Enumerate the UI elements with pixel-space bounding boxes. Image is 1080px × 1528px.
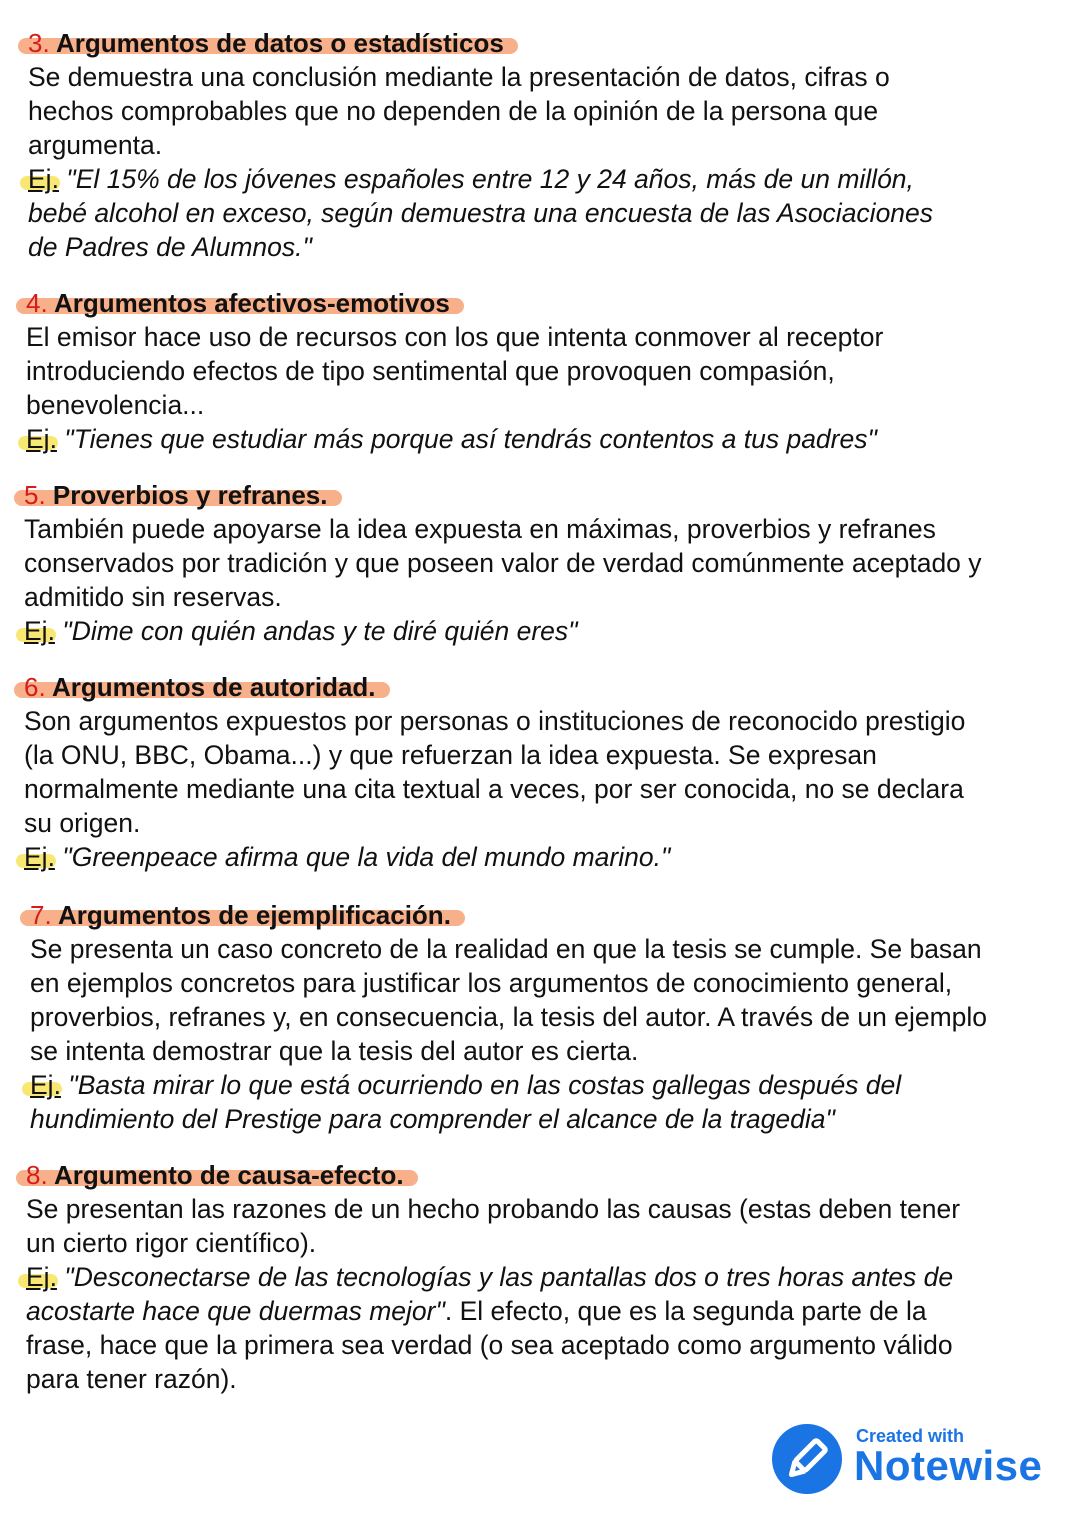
section-6-title [20, 670, 390, 704]
section-heading: Argumentos afectivos-emotivos [47, 288, 450, 318]
section-body-line: También puede apoyarse la idea expuesta en máximas, proverbios y refranes [24, 514, 936, 544]
section-body-line: un cierto rigor científico). [26, 1228, 317, 1258]
section-number: 6. [24, 672, 46, 702]
example-line: bebé alcohol en exceso, según demuestra una encuesta de las Asociaciones [28, 198, 934, 228]
section-3 [24, 26, 1080, 264]
section-number: 7. [30, 900, 52, 930]
section-body-line: El emisor hace uso de recursos con los que intenta conmover al receptor [26, 322, 884, 352]
section-body-line: benevolencia... [26, 390, 205, 420]
section-body-line: Se presenta un caso concreto de la realidad en que la tesis se cumple. Se basan [30, 934, 982, 964]
example-label: Ej. [30, 1068, 61, 1102]
section-7 [26, 898, 1080, 1136]
section-3-title [24, 26, 518, 60]
section-body-line: hechos comprobables que no dependen de la opinión de la persona que [28, 96, 879, 126]
example-line: Ej. "El 15% de los jóvenes españoles entre 12 y 24 años, más de un millón, [24, 162, 1080, 196]
pencil-icon [772, 1424, 842, 1494]
notewise-logo [772, 1420, 1062, 1500]
section-body-line: Se presentan las razones de un hecho probando las causas (estas deben tener [26, 1194, 961, 1224]
example-label: Ej. [28, 162, 59, 196]
example-line: frase, hace que la primera sea verdad (o sea aceptado como argumento válido [26, 1330, 953, 1360]
section-number: 4. [26, 288, 48, 318]
example-line: de Padres de Alumnos." [28, 232, 312, 262]
section-heading: Argumento de causa-efecto. [47, 1160, 404, 1190]
section-body-line: Son argumentos expuestos por personas o instituciones de reconocido prestigio [24, 706, 966, 736]
example-label: Ej. [24, 840, 55, 874]
example-label: Ej. [24, 614, 55, 648]
section-6 [20, 670, 1080, 874]
section-heading: Argumentos de autoridad. [45, 672, 376, 702]
section-body-line: conservados por tradición y que poseen valor de verdad comúnmente aceptado y [24, 548, 982, 578]
example-line: hundimiento del Prestige para comprender el alcance de la tragedia" [30, 1104, 835, 1134]
section-body-line: argumenta. [28, 130, 163, 160]
section-5-title [20, 478, 342, 512]
example-line: acostarte hace que duermas mejor". El efecto, que es la segunda parte de la [26, 1296, 927, 1326]
section-body-line: admitido sin reservas. [24, 582, 282, 612]
section-body-line: Se demuestra una conclusión mediante la presentación de datos, cifras o [28, 62, 890, 92]
section-8-title [22, 1158, 418, 1192]
example-label: Ej. [26, 422, 57, 456]
example-line: Ej. "Desconectarse de las tecnologías y las pantallas dos o tres horas antes de [22, 1260, 1080, 1294]
section-body-line: se intenta demostrar que la tesis del autor es cierta. [30, 1036, 639, 1066]
section-7-title [26, 898, 465, 932]
section-heading: Proverbios y refranes. [45, 480, 328, 510]
example-line: Ej. "Tienes que estudiar más porque así tendrás contentos a tus padres" [22, 422, 1080, 456]
section-number: 3. [28, 28, 50, 58]
section-8 [22, 1158, 1080, 1396]
example-label: Ej. [26, 1260, 57, 1294]
section-number: 5. [24, 480, 46, 510]
section-number: 8. [26, 1160, 48, 1190]
section-body-line: en ejemplos concretos para justificar los argumentos de conocimiento general, [30, 968, 953, 998]
example-line: para tener razón). [26, 1364, 237, 1394]
example-line: Ej. "Greenpeace afirma que la vida del mundo marino." [20, 840, 1080, 874]
section-5 [20, 478, 1080, 648]
logo-caption: Created with [856, 1426, 965, 1446]
section-body-line: introduciendo efectos de tipo sentimental que provoquen compasión, [26, 356, 835, 386]
section-body-line: proverbios, refranes y, en consecuencia, la tesis del autor. A través de un ejemplo [30, 1002, 988, 1032]
example-line: Ej. "Dime con quién andas y te diré quién eres" [20, 614, 1080, 648]
logo-wordmark: Notewise [854, 1442, 1043, 1489]
section-body-line: (la ONU, BBC, Obama...) y que refuerzan la idea expuesta. Se expresan [24, 740, 877, 770]
section-4-title [22, 286, 464, 320]
section-4 [22, 286, 1080, 456]
example-line: Ej. "Basta mirar lo que está ocurriendo en las costas gallegas después del [26, 1068, 1080, 1102]
section-body-line: normalmente mediante una cita textual a veces, por ser conocida, no se declara [24, 774, 964, 804]
section-heading: Argumentos de ejemplificación. [51, 900, 451, 930]
section-heading: Argumentos de datos o estadísticos [49, 28, 504, 58]
section-body-line: su origen. [24, 808, 141, 838]
